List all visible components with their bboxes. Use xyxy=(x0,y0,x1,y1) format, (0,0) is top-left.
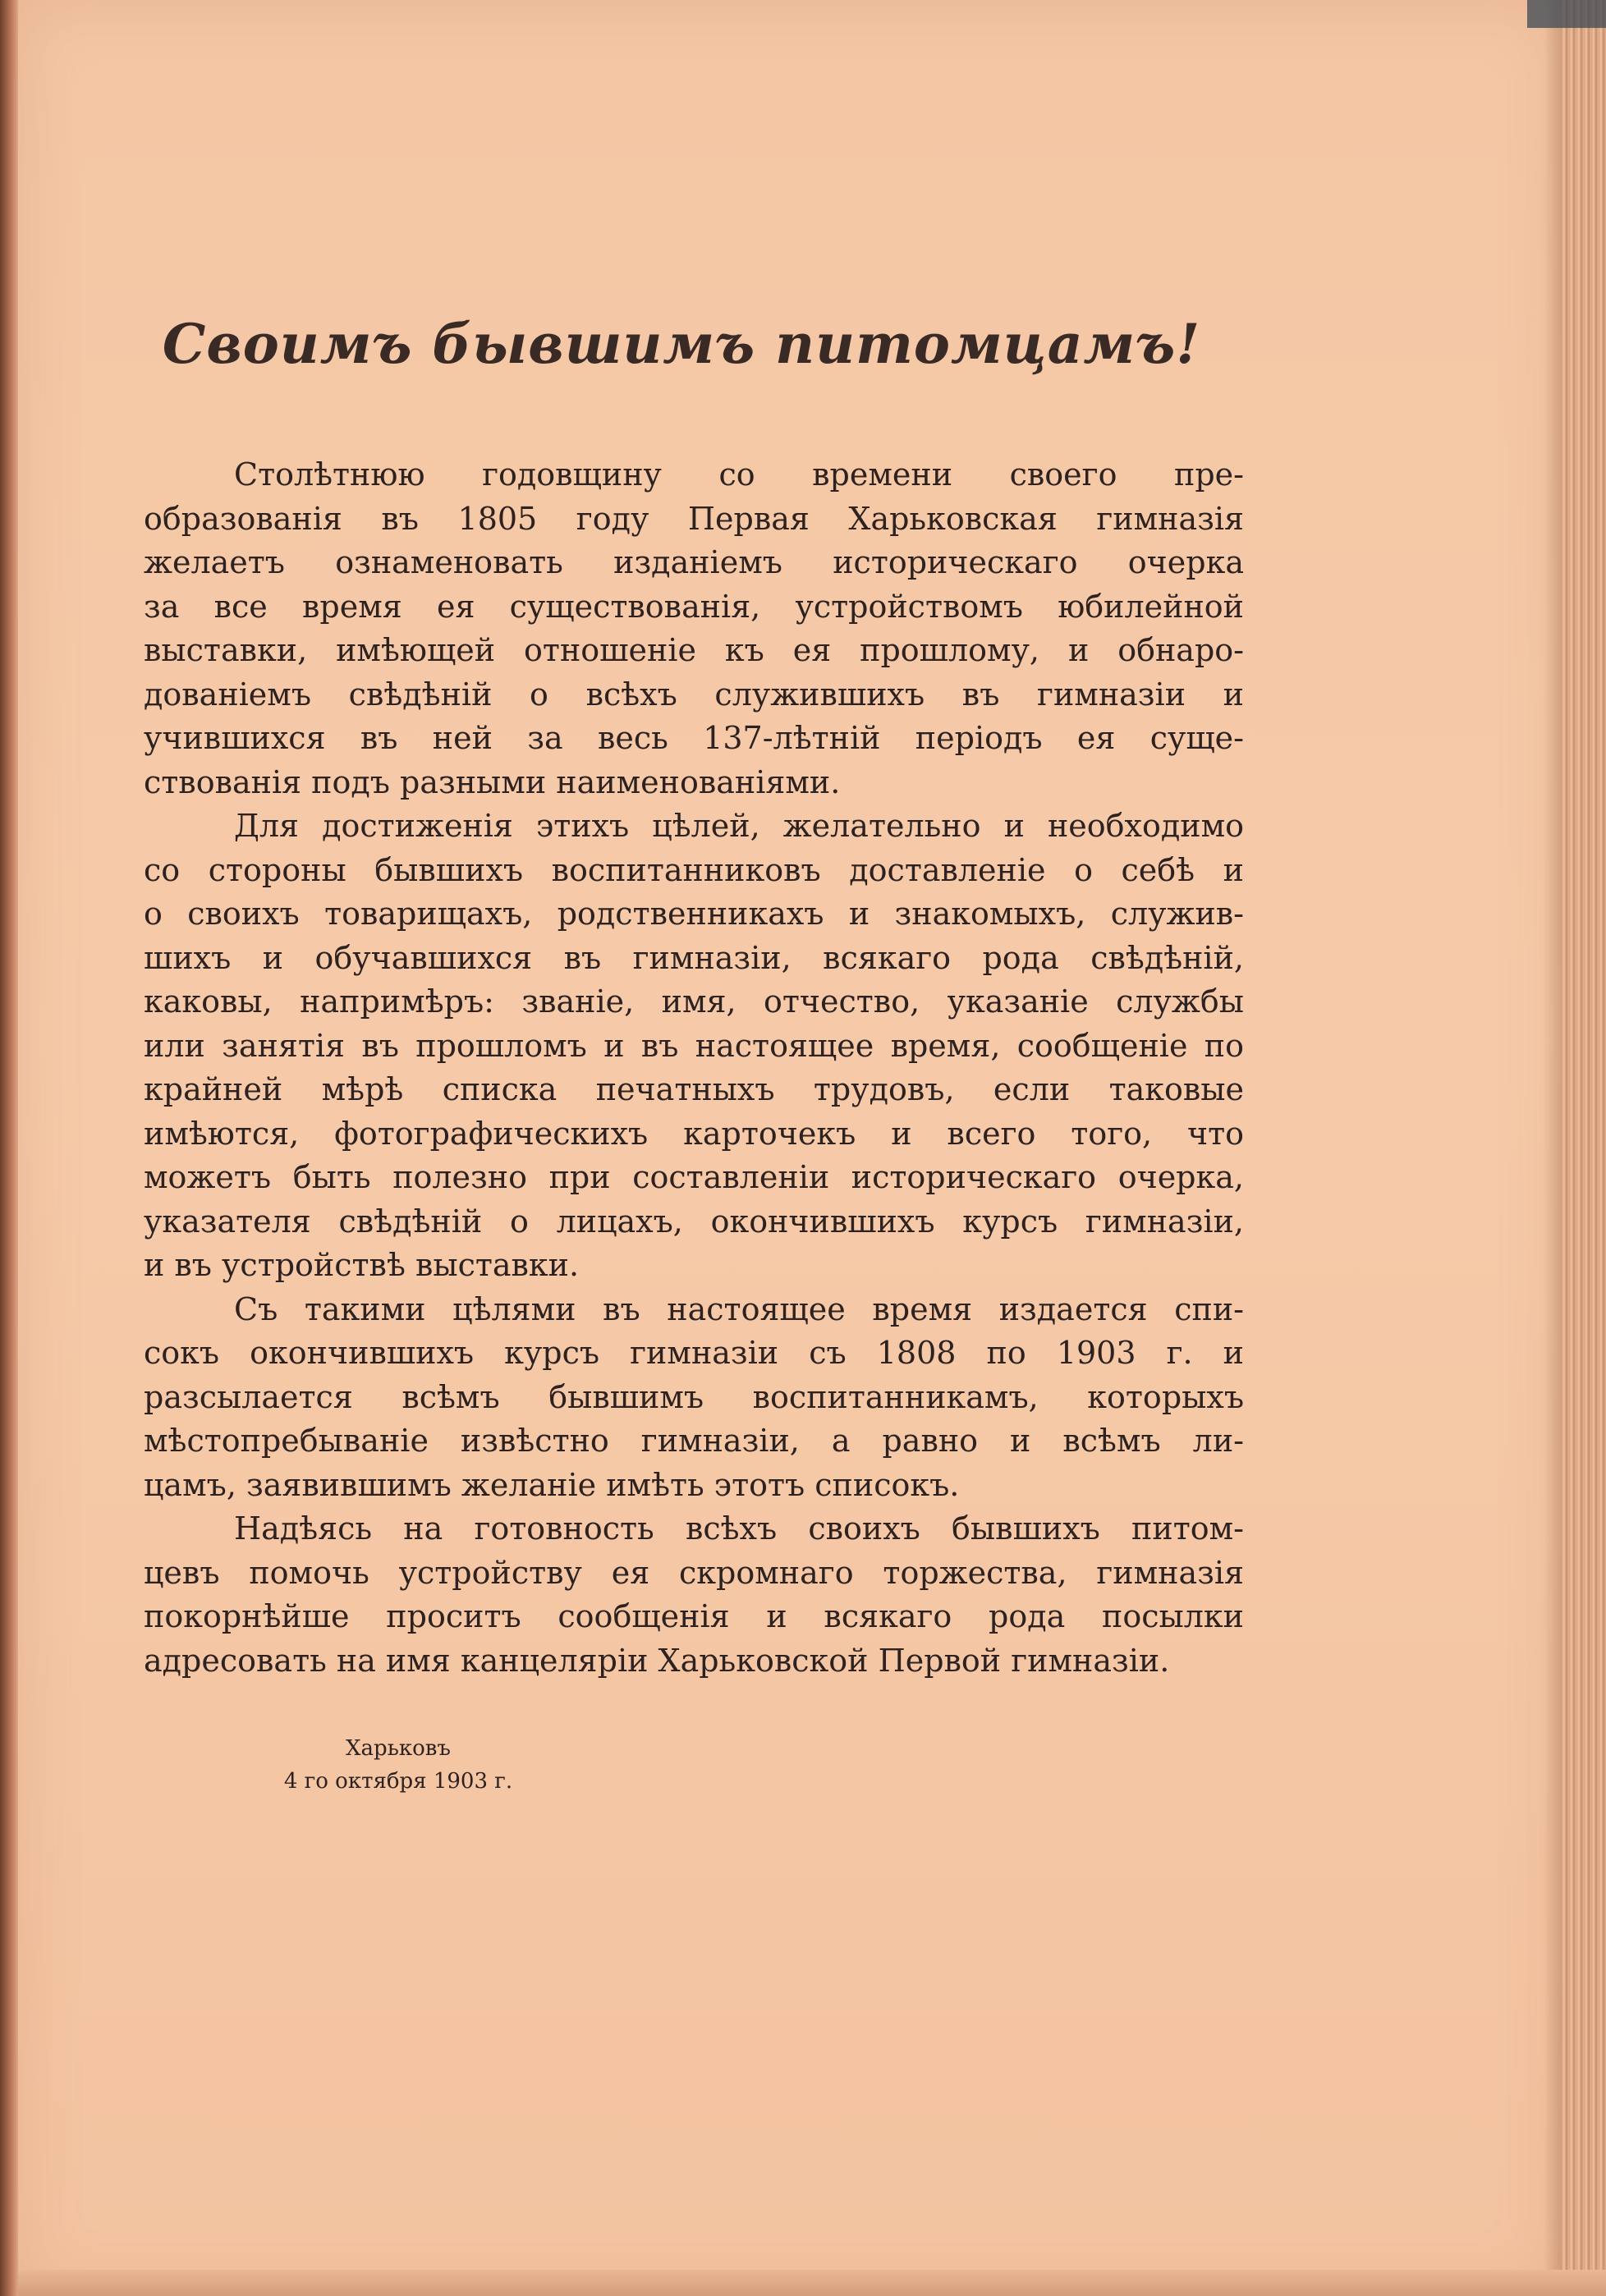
text-line: имѣются, фотографическихъ карточекъ и всего того, что xyxy=(144,1115,1244,1152)
text-line: цамъ, заявившимъ желаніе имѣть этотъ списокъ. xyxy=(144,1466,960,1503)
binding-edge xyxy=(0,0,18,2296)
text-line: крайней мѣрѣ списка печатныхъ трудовъ, если таковые xyxy=(144,1071,1244,1107)
text-line: образованія въ 1805 году Первая Харьковская гимназія xyxy=(144,500,1244,537)
text-line: Съ такими цѣлями въ настоящее время издается спи- xyxy=(234,1290,1244,1327)
text-line: или занятія въ прошломъ и въ настоящее время, сообщеніе по xyxy=(144,1027,1244,1064)
text-line: о своихъ товарищахъ, родственникахъ и знакомыхъ, служив- xyxy=(144,896,1244,932)
paragraph-2 xyxy=(144,804,1244,1288)
text-line: за все время ея существованія, устройствомъ юбилейной xyxy=(144,588,1244,625)
signature-place: Харьковъ xyxy=(346,1736,451,1761)
page-title: Своимъ бывшимъ питомцамъ! xyxy=(162,312,1201,376)
text-line: адресовать на имя канцеляріи Харьковской Первой гимназіи. xyxy=(144,1642,1170,1679)
text-line: учившихся въ ней за весь 137-лѣтній періодъ ея суще- xyxy=(144,720,1244,756)
page-edge-shadow xyxy=(1544,0,1562,2296)
text-line: мѣстопребываніе извѣстно гимназіи, а равно и всѣмъ ли- xyxy=(144,1423,1244,1459)
text-line: со стороны бывшихъ воспитанниковъ доставленіе о себѣ и xyxy=(144,851,1244,888)
paragraph-1 xyxy=(144,453,1244,804)
text-line: сокъ окончившихъ курсъ гимназіи съ 1808 по 1903 г. и xyxy=(144,1335,1244,1371)
signature-date: 4 го октября 1903 г. xyxy=(283,1769,513,1794)
scanner-corner xyxy=(1527,0,1606,28)
text-line: каковы, напримѣръ: званіе, имя, отчество, указаніе службы xyxy=(144,983,1244,1020)
text-line: покорнѣйше проситъ сообщенія и всякаго рода посылки xyxy=(144,1598,1244,1634)
text-line: желаетъ ознаменовать изданіемъ историческаго очерка xyxy=(144,544,1244,580)
text-line: Столѣтнюю годовщину со времени своего пре- xyxy=(234,456,1244,493)
text-line: ствованія подъ разными наименованіями. xyxy=(144,763,841,800)
paragraph-4 xyxy=(144,1507,1244,1683)
text-line: дованіемъ свѣдѣній о всѣхъ служившихъ въ гимназіи и xyxy=(144,676,1244,713)
text-line: разсылается всѣмъ бывшимъ воспитанникамъ, которыхъ xyxy=(144,1378,1244,1415)
letter-body xyxy=(144,453,1244,1683)
page-stack-edge xyxy=(1562,0,1606,2296)
text-line: и въ устройствѣ выставки. xyxy=(144,1247,580,1283)
text-line: выставки, имѣющей отношеніе къ ея прошлому, и обнаро- xyxy=(144,632,1244,668)
text-line: шихъ и обучавшихся въ гимназіи, всякаго рода свѣдѣній, xyxy=(144,939,1244,976)
page-bottom-edge xyxy=(18,2270,1606,2296)
text-line: Для достиженія этихъ цѣлей, желательно и необходимо xyxy=(234,808,1244,844)
text-line: указателя свѣдѣній о лицахъ, окончившихъ курсъ гимназіи, xyxy=(144,1203,1244,1240)
text-line: цевъ помочь устройству ея скромнаго торжества, гимназія xyxy=(144,1554,1244,1591)
text-line: Надѣясь на готовность всѣхъ своихъ бывшихъ питом- xyxy=(234,1510,1244,1547)
paragraph-3 xyxy=(144,1288,1244,1508)
signature-block xyxy=(283,1732,513,1798)
text-line: можетъ быть полезно при составленіи историческаго очерка, xyxy=(144,1159,1244,1195)
